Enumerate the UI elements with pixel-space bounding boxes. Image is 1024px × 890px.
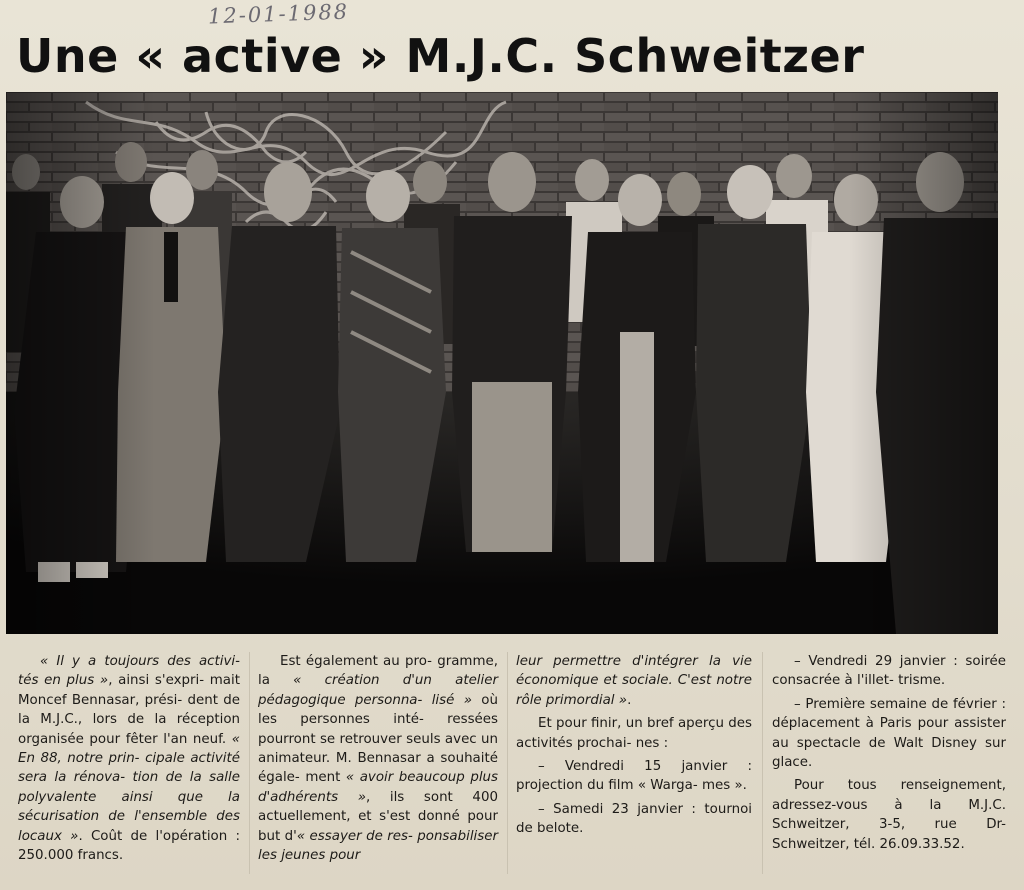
quote-text: économique et sociale. C'est [516, 673, 712, 689]
body-text: pour assister au spectacle de [772, 716, 1007, 751]
quote-text: « avoir beaucoup plus [345, 770, 499, 786]
quote-text: tés en plus » [18, 673, 109, 689]
quote-text: lisé » [431, 692, 472, 708]
body-text: francs. [77, 848, 124, 864]
column-rule-2 [507, 652, 508, 874]
body-text: nes : [635, 735, 669, 751]
paragraph [516, 714, 752, 753]
quote-text: « essayer de res- [296, 828, 413, 844]
body-text: de l'opération : 250.000 [18, 828, 241, 864]
column-rule-1 [249, 652, 250, 874]
article-column-2 [258, 652, 498, 865]
quote-text: leur permettre d'intégrer la vie [516, 654, 752, 669]
body-text: où les personnes inté- [258, 692, 498, 728]
article-headline: Une « active » M.J.C. Schweitzer [16, 29, 865, 83]
quote-text: tion de la salle polyvalente [18, 770, 240, 805]
paragraph [516, 800, 752, 839]
article-column-4 [772, 652, 1006, 854]
group-photo [6, 92, 998, 634]
paragraph [772, 776, 1006, 854]
body-text: aperçu des activités prochai- [516, 716, 752, 751]
body-text: février : déplacement à Paris [772, 696, 1007, 732]
quote-text: atelier pédagogique personna- [258, 673, 498, 708]
body-text: – Première semaine de [794, 696, 949, 712]
quote-text: « création d'un [293, 673, 432, 689]
body-text: Schweitzer, tél. 26.09.33.52. [772, 836, 965, 852]
body-text: Pour tous renseignement, [794, 778, 1006, 794]
body-text: , ils sont 400 [365, 789, 498, 805]
article-column-1 [18, 652, 240, 865]
body-text: mait Moncef Bennasar, prési- [18, 673, 240, 708]
quote-text: ainsi que la sécurisation de [18, 789, 240, 825]
body-text: Est également au pro- [280, 654, 432, 669]
paragraph [772, 695, 1006, 773]
quote-text: cipale activité sera la rénova- [18, 751, 241, 786]
body-text: réception organisée pour fêter [18, 712, 240, 747]
quote-text: l'ensemble des locaux » [18, 809, 240, 844]
body-text: – Vendredi 15 janvier : [538, 759, 752, 775]
body-text: pour but d' [258, 809, 498, 844]
body-text: tournoi de belote. [516, 801, 752, 837]
body-text: Walt Disney sur glace. [772, 735, 1006, 771]
body-text: Et pour finir, un bref [538, 716, 674, 732]
paragraph [18, 652, 240, 865]
body-text: mes ». [701, 778, 747, 794]
body-text: . Coût [78, 828, 123, 844]
quote-text: « Il y a toujours des activi- [40, 654, 240, 669]
quote-text: notre rôle primordial » [516, 673, 752, 708]
article-column-3 [516, 652, 752, 839]
body-text: ment [305, 770, 346, 786]
body-text: projection du film « Warga- [516, 778, 698, 794]
handwritten-date: 12-01-1988 [207, 0, 350, 29]
body-text: actuellement, et s'est donné [258, 809, 460, 825]
body-text: , ainsi s'expri- [108, 673, 205, 689]
column-rule-3 [762, 652, 763, 874]
body-text: gramme, la [258, 654, 498, 689]
quote-text: d'adhérents » [258, 789, 366, 805]
body-text: l'an neuf. [163, 731, 232, 747]
body-text: Schweitzer, 3-5, rue Dr- [772, 817, 1006, 833]
paragraph [772, 652, 1006, 691]
body-text: soirée consacrée à l'illet- [772, 654, 1006, 689]
paragraph [516, 652, 752, 710]
paragraph [258, 652, 498, 865]
body-text: – Samedi 23 janvier : [538, 801, 696, 817]
body-text: – Vendredi 29 janvier : [794, 654, 958, 669]
body-text: trisme. [898, 673, 946, 689]
body-text: dent de la M.J.C., lors de la [18, 692, 240, 728]
paragraph [516, 757, 752, 796]
body-text: seuls avec un animateur. M. [258, 731, 499, 767]
body-text: . [627, 692, 632, 708]
body-text: Bennasar a souhaité égale- [258, 751, 498, 786]
quote-text: « En 88, notre prin- [18, 731, 240, 767]
quote-text: ponsabiliser les jeunes pour [258, 828, 498, 864]
body-text: adressez-vous à la M.J.C. [772, 797, 1006, 813]
body-text: ressées pourront se retrouver [258, 712, 498, 747]
